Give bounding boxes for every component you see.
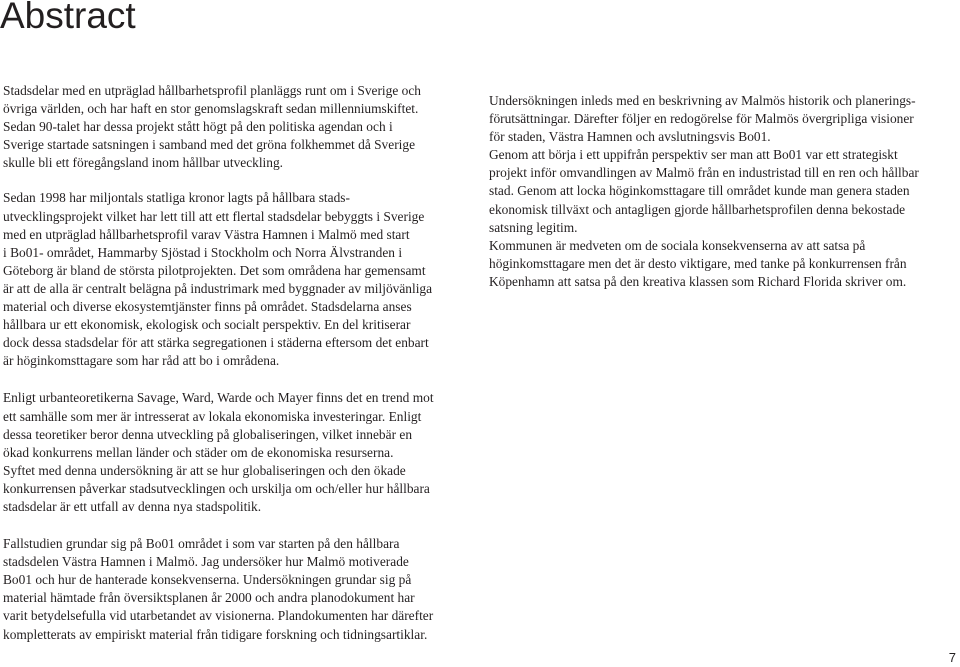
- text-line: ekonomisk tillväxt och antagligen gjorde hållbarhetsprofilen denna bekostade: [489, 201, 906, 217]
- text-line: hållbara ur ett ekonomisk, ekologisk och socialt perspektiv. En del kritiserar: [3, 317, 411, 333]
- abstract-paragraph-2: [3, 189, 477, 370]
- text-line: dock dessa stadsdelar för att stärka segregationen i städerna eftersom det enbart: [3, 335, 429, 351]
- text-line: övriga världen, och har haft en stor genomslagskraft sedan millenniumskiftet.: [3, 101, 419, 117]
- abstract-paragraph-5: [489, 92, 959, 291]
- text-line: satsning legitim.: [489, 219, 578, 235]
- text-line: är höginkomsttagare som har råd att bo i områdena.: [3, 353, 280, 369]
- text-line: ökad konkurrens mellan länder och städer om de ekonomiska resurserna.: [3, 444, 394, 460]
- right-text-column: [489, 92, 959, 291]
- text-line: Bo01 och hur de hanterade konsekvenserna. Undersökningen grundar sig på: [3, 572, 412, 588]
- text-line: Sedan 90-talet har dessa projekt stått högt på den politiska agendan och i: [3, 119, 393, 135]
- text-line: Köpenhamn att satsa på den kreativa klassen som Richard Florida skriver om.: [489, 273, 907, 289]
- abstract-paragraph-3: [3, 389, 477, 516]
- text-line: Göteborg är bland de största pilotprojekten. Det som områdena har gemensamt: [3, 262, 426, 278]
- text-line: projekt inför omvandlingen av Malmö från en industristad till en ren och hållbar: [489, 165, 919, 181]
- text-line: ett samhälle som mer är intresserat av lokala ekonomiska investeringar. Enligt: [3, 408, 422, 424]
- text-line: Kommunen är medveten om de sociala konsekvenserna av att satsa på: [489, 237, 866, 253]
- text-line: material hämtade från översiktsplanen år 2000 och andra planodokument har: [3, 590, 415, 606]
- left-text-column: [3, 82, 477, 644]
- text-line: stad. Genom att locka höginkomsttagare till området kunde man genera staden: [489, 183, 910, 199]
- text-line: konkurrensen påverkar stadsutvecklingen och urskilja om och/eller hur hållbara: [3, 480, 430, 496]
- text-line: Stadsdelar med en utpräglad hållbarhetsprofil planläggs runt om i Sverige och: [3, 83, 421, 98]
- text-line: Fallstudien grundar sig på Bo01 området i som var starten på den hållbara: [3, 536, 400, 552]
- text-line: höginkomsttagare men det är desto viktigare, med tanke på konkurrensen från: [489, 255, 907, 271]
- text-line: Undersökningen inleds med en beskrivning av Malmös historik och planerings-: [489, 93, 916, 108]
- text-line: stadsdelar är ett utfall av denna nya stadspolitik.: [3, 498, 262, 514]
- page-number: 7: [948, 650, 956, 665]
- text-line: för staden, Västra Hamnen och avslutningsvis Bo01.: [489, 129, 771, 145]
- text-line: skulle bli ett föregångsland inom hållbar utveckling.: [3, 155, 284, 171]
- text-line: förutsättningar. Därefter följer en redogörelse för Malmös övergripliga visioner: [489, 111, 914, 127]
- text-line: i Bo01- området, Hammarby Sjöstad i Stockholm och Norra Älvstranden i: [3, 244, 403, 260]
- text-line: dessa teoretiker beror denna utveckling på globaliseringen, vilket innebär en: [3, 426, 413, 442]
- text-line: varit betydelsefulla vid utarbetandet av visionerna. Plandokumenten har därefter: [3, 608, 434, 624]
- text-line: stadsdelen Västra Hamnen i Malmö. Jag undersöker hur Malmö motiverade: [3, 554, 409, 570]
- text-line: Sverige startade satsningen i samband med det gröna folkhemmet då Sverige: [3, 137, 416, 153]
- text-line: Sedan 1998 har miljontals statliga kronor lagts på hållbara stads-: [3, 190, 350, 206]
- page-title: Abstract: [0, 0, 136, 36]
- text-line: Syftet med denna undersökning är att se hur globaliseringen och den ökade: [3, 462, 406, 478]
- text-line: utvecklingsprojekt vilket har lett till att ett flertal stadsdelar bebyggts i Sverige: [3, 208, 425, 224]
- abstract-paragraph-4: [3, 535, 477, 644]
- text-line: material och diverse ekosystemtjänster finns på området. Stadsdelarna anses: [3, 299, 412, 315]
- text-line: med en utpräglad hållbarhetsprofil varav Västra Hamnen i Malmö med start: [3, 226, 410, 242]
- abstract-paragraph-1: [3, 82, 477, 172]
- text-line: är att de alla är centralt belägna på industrimark med byggnader av miljövänliga: [3, 280, 433, 296]
- text-line: kompletterats av empiriskt material från tidigare forskning och tidningsartiklar.: [3, 626, 428, 642]
- text-line: Enligt urbanteoretikerna Savage, Ward, Warde och Mayer finns det en trend mot: [3, 390, 434, 406]
- text-line: Genom att börja i ett uppifrån perspektiv ser man att Bo01 var ett strategiskt: [489, 147, 898, 163]
